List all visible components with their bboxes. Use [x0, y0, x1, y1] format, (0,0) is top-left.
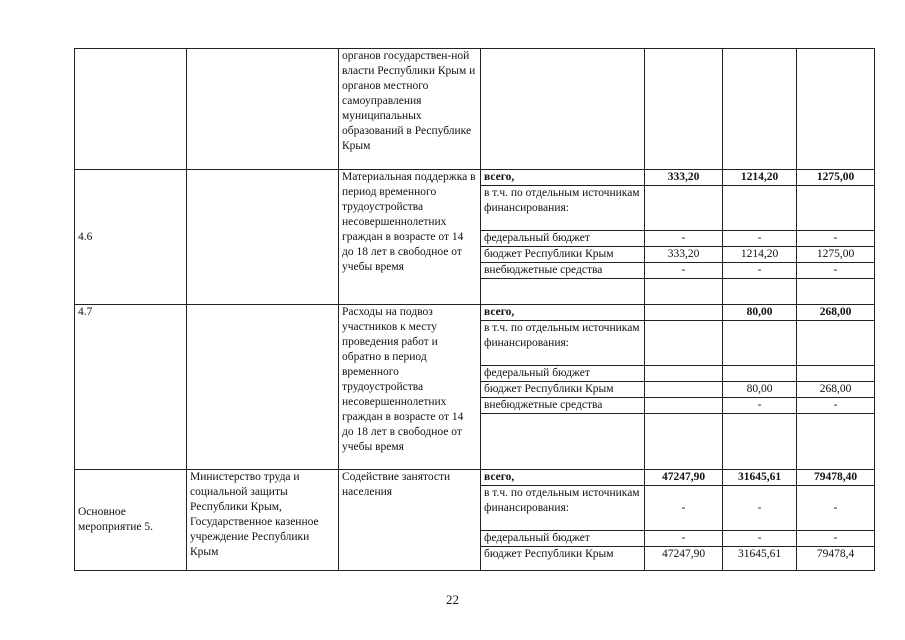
source-cell: внебюджетные средства	[481, 398, 645, 414]
value-cell: -	[797, 263, 875, 279]
page-number: 22	[446, 592, 459, 607]
value-cell: 80,00	[723, 305, 797, 321]
number-cell: Основное мероприятие 5.	[75, 470, 187, 571]
value-cell: 79478,4	[797, 547, 875, 571]
value-cell: -	[797, 231, 875, 247]
source-cell	[481, 49, 645, 170]
source-cell: в т.ч. по отдельным источникам финансирования:	[481, 486, 645, 531]
measure-cell: Содействие занятости населения	[339, 470, 481, 571]
source-cell: всего,	[481, 170, 645, 186]
value-cell: 31645,61	[723, 470, 797, 486]
value-cell: 268,00	[797, 382, 875, 398]
value-cell: -	[797, 398, 875, 414]
value-cell: 31645,61	[723, 547, 797, 571]
measure-cell: Расходы на подвоз участников к месту проведения работ и обратно в период временного трудоустройства несовершеннолетних граждан в возрасте от 14 до 18 лет в свободное от учебы время	[339, 305, 481, 470]
number-cell: 4.7	[75, 305, 187, 470]
value-cell: -	[645, 263, 723, 279]
source-cell: в т.ч. по отдельным источникам финансирования:	[481, 186, 645, 231]
measure-cell: органов государствен-ной власти Республики Крым и органов местного самоуправления муниципальных образований в Республике Крым	[339, 49, 481, 170]
table-row	[75, 305, 875, 321]
value-cell	[645, 398, 723, 414]
value-cell: 1275,00	[797, 247, 875, 263]
source-cell: бюджет Республики Крым	[481, 382, 645, 398]
executor-cell	[187, 305, 339, 470]
table-row	[75, 49, 875, 170]
value-cell: -	[797, 531, 875, 547]
value-cell: 47247,90	[645, 470, 723, 486]
value-cell: -	[645, 231, 723, 247]
value-cell: -	[797, 486, 875, 531]
executor-cell	[187, 170, 339, 305]
value-cell: 79478,40	[797, 470, 875, 486]
table-row	[75, 170, 875, 186]
value-cell: -	[723, 531, 797, 547]
source-cell: внебюджетные средства	[481, 263, 645, 279]
value-cell: -	[723, 398, 797, 414]
budget-table	[74, 48, 875, 571]
value-cell: 268,00	[797, 305, 875, 321]
value-cell	[645, 305, 723, 321]
executor-cell	[187, 49, 339, 170]
source-cell: всего,	[481, 305, 645, 321]
value-cell: 333,20	[645, 170, 723, 186]
number-cell: 4.6	[75, 170, 187, 305]
value-cell: 1214,20	[723, 170, 797, 186]
value-cell: -	[723, 231, 797, 247]
value-cell: 1214,20	[723, 247, 797, 263]
measure-cell: Материальная поддержка в период временного трудоустройства несовершеннолетних граждан в возрасте от 14 до 18 лет в свободное от учебы время	[339, 170, 481, 305]
number-cell	[75, 49, 187, 170]
source-cell: всего,	[481, 470, 645, 486]
table-row	[75, 470, 875, 486]
value-cell: -	[723, 263, 797, 279]
value-cell: 80,00	[723, 382, 797, 398]
value-cell: -	[645, 531, 723, 547]
source-cell: федеральный бюджет	[481, 366, 645, 382]
source-cell: федеральный бюджет	[481, 531, 645, 547]
value-cell: 1275,00	[797, 170, 875, 186]
value-cell	[645, 382, 723, 398]
executor-cell: Министерство труда и социальной защиты Республики Крым, Государственное казенное учреждение Республики Крым	[187, 470, 339, 571]
value-cell: -	[645, 486, 723, 531]
value-cell: 47247,90	[645, 547, 723, 571]
source-cell: в т.ч. по отдельным источникам финансирования:	[481, 321, 645, 366]
value-cell: -	[723, 486, 797, 531]
source-cell: бюджет Республики Крым	[481, 547, 645, 571]
source-cell: бюджет Республики Крым	[481, 247, 645, 263]
source-cell: федеральный бюджет	[481, 231, 645, 247]
value-cell: 333,20	[645, 247, 723, 263]
